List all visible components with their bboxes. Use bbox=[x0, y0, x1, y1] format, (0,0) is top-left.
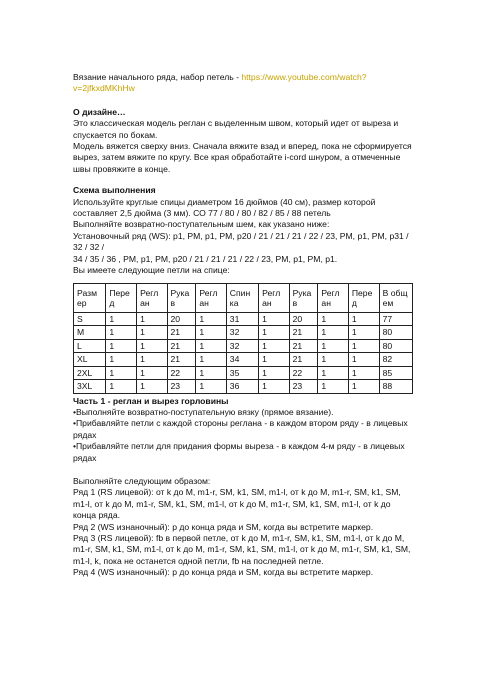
table-row bbox=[74, 326, 413, 340]
table-row bbox=[74, 353, 413, 367]
table-cell: 21 bbox=[289, 326, 318, 340]
table-cell: 1 bbox=[259, 353, 289, 367]
table-cell: XL bbox=[74, 353, 106, 367]
table-cell: 1 bbox=[196, 366, 226, 380]
table-row bbox=[74, 366, 413, 380]
table-cell: 1 bbox=[259, 366, 289, 380]
table-cell: 1 bbox=[137, 312, 167, 326]
table-cell: 1 bbox=[348, 353, 379, 367]
table-header-cell: Регл ан bbox=[318, 283, 348, 312]
table-cell: 77 bbox=[379, 312, 412, 326]
table-cell: S bbox=[74, 312, 106, 326]
row-instruction: Ряд 3 (RS лицевой): fb в первой петле, от k до M, m1-r, SM, k1, SM, m1-l, от k до M, m1-r, SM, k1, SM, m1-l, от k до M, m1-r, SM, k1, SM, m1-l, от k до M, m1-r, SM, k1, SM, m1-l, k, пока не останется одной петли, fb на последней петле. bbox=[73, 532, 411, 566]
table-cell: 1 bbox=[318, 326, 348, 340]
part1-bullet: •Прибавляйте петли с каждой стороны реглана - в каждом втором ряду - в лицевых рядах bbox=[73, 418, 408, 440]
table-cell: 1 bbox=[348, 339, 379, 353]
scheme-line: Используйте круглые спицы диаметром 16 дюймов (40 см), размер которой составляет 2,5 дюйма (3 мм). СО 77 / 80 / 80 / 82 / 85 / 88 петель bbox=[73, 196, 376, 219]
table-cell: 1 bbox=[137, 380, 167, 394]
table-cell: 20 bbox=[167, 312, 196, 326]
table-row bbox=[74, 380, 413, 394]
table-cell: 23 bbox=[289, 380, 318, 394]
table-cell: 1 bbox=[106, 339, 137, 353]
scheme-heading: Схема выполнения bbox=[73, 185, 156, 196]
table-cell: 1 bbox=[259, 380, 289, 394]
table-cell: 1 bbox=[137, 366, 167, 380]
table-header-cell: Пере д bbox=[348, 283, 379, 312]
table-cell: 21 bbox=[167, 353, 196, 367]
table-header-cell: Регл ан bbox=[259, 283, 289, 312]
table-cell: 1 bbox=[196, 339, 226, 353]
part1-bullet: •Прибавляйте петли для придания формы выреза - в каждом 4-м ряду - в лицевых рядах bbox=[73, 441, 405, 463]
table-cell: 22 bbox=[167, 366, 196, 380]
scheme-line: 34 / 35 / 36 , PM, p1, PM, p20 / 21 / 21 / 21 / 22 / 23, PM, p1, PM, p1. bbox=[73, 253, 338, 264]
table-cell: 23 bbox=[167, 380, 196, 394]
table-cell: 82 bbox=[379, 353, 412, 367]
table-header-cell: Пере д bbox=[106, 283, 137, 312]
intro-text: Вязание начального ряда, набор петель - bbox=[73, 72, 242, 82]
table-cell: 1 bbox=[196, 312, 226, 326]
table-cell: 1 bbox=[106, 353, 137, 367]
table-cell: 21 bbox=[289, 353, 318, 367]
table-cell: 21 bbox=[167, 339, 196, 353]
table-cell: 32 bbox=[226, 326, 258, 340]
row-instruction: Ряд 4 (WS изнаночный): p до конца ряда и SM, когда вы встретите маркер. bbox=[73, 567, 374, 578]
table-cell: 1 bbox=[348, 326, 379, 340]
table-cell: 1 bbox=[106, 366, 137, 380]
table-cell: 1 bbox=[137, 339, 167, 353]
table-body bbox=[74, 312, 413, 393]
table-header-cell: Рука в bbox=[167, 283, 196, 312]
row-instruction: Ряд 2 (WS изнаночный): p до конца ряда и SM, когда вы встретите маркер. bbox=[73, 521, 374, 532]
youtube-link[interactable]: https://www.youtube.com/watch?v=2jfkxdMKhHw bbox=[73, 72, 367, 94]
table-cell: 21 bbox=[167, 326, 196, 340]
table-header-row bbox=[74, 283, 413, 312]
table-cell: 1 bbox=[348, 366, 379, 380]
design-heading: О дизайне… bbox=[73, 106, 126, 117]
table-cell: 21 bbox=[289, 339, 318, 353]
scheme-line: Вы имеете следующие петли на спице: bbox=[73, 265, 230, 276]
table-cell: 1 bbox=[318, 339, 348, 353]
table-header-cell: Регл ан bbox=[196, 283, 226, 312]
design-paragraph-2: Модель вяжется сверху вниз. Сначала вяжите взад и вперед, пока не сформируется вырез, затем вяжите по кругу. Все края обработайте i-cord шнуром, а отмеченные швы провяжите в конце. bbox=[73, 141, 412, 174]
design-paragraph-1: Это классическая модель реглан с выделенным швом, который идет от выреза и спускается по бокам. bbox=[73, 118, 399, 140]
table-cell: 1 bbox=[318, 380, 348, 394]
table-cell: 1 bbox=[259, 326, 289, 340]
document-content bbox=[73, 72, 413, 579]
table-cell: 1 bbox=[318, 312, 348, 326]
table-cell: 1 bbox=[318, 353, 348, 367]
table-cell: 1 bbox=[348, 380, 379, 394]
row-instruction: Ряд 1 (RS лицевой): от k до M, m1-r, SM, k1, SM, m1-l, от k до M, m1-r, SM, k1, SM, m1-l, от k до M, m1-r, SM, k1, SM, m1-l, от k до M, m1-r, SM, k1, SM, m1-l, от k до конца ряда. bbox=[73, 487, 401, 521]
table-cell: 1 bbox=[106, 312, 137, 326]
scheme-line: Выполняйте возвратно-поступательным шем, как указано ниже: bbox=[73, 219, 330, 230]
follow-instruction: Выполняйте следующим образом: bbox=[73, 475, 211, 486]
table-cell: 36 bbox=[226, 380, 258, 394]
table-row bbox=[74, 312, 413, 326]
table-cell: 80 bbox=[379, 326, 412, 340]
table-cell: 1 bbox=[259, 312, 289, 326]
table-cell: 80 bbox=[379, 339, 412, 353]
table-cell: L bbox=[74, 339, 106, 353]
table-header-cell: Рука в bbox=[289, 283, 318, 312]
table-cell: 88 bbox=[379, 380, 412, 394]
table-cell: 35 bbox=[226, 366, 258, 380]
stitch-count-table bbox=[73, 283, 413, 394]
table-row bbox=[74, 339, 413, 353]
intro-paragraph bbox=[73, 72, 413, 95]
table-cell: 1 bbox=[259, 339, 289, 353]
table-cell: 1 bbox=[318, 366, 348, 380]
table-cell: 1 bbox=[106, 326, 137, 340]
table-header-cell: Разм ер bbox=[74, 283, 106, 312]
table-cell: 32 bbox=[226, 339, 258, 353]
scheme-line: Установочный ряд (WS): p1, PM, p1, PM, p20 / 21 / 21 / 21 / 22 / 23, PM, p1, PM, p31 / 32 / 32 / bbox=[73, 230, 409, 253]
part1-heading: Часть 1 - реглан и вырез горловины bbox=[73, 395, 229, 406]
table-cell: M bbox=[74, 326, 106, 340]
table-cell: 1 bbox=[196, 326, 226, 340]
table-cell: 3XL bbox=[74, 380, 106, 394]
table-header-cell: Регл ан bbox=[137, 283, 167, 312]
table-header-cell: Спин ка bbox=[226, 283, 258, 312]
table-cell: 1 bbox=[137, 326, 167, 340]
table-cell: 1 bbox=[196, 353, 226, 367]
table-header-cell: В общ ем bbox=[379, 283, 412, 312]
table-cell: 22 bbox=[289, 366, 318, 380]
table-cell: 1 bbox=[106, 380, 137, 394]
table-cell: 1 bbox=[348, 312, 379, 326]
table-cell: 1 bbox=[196, 380, 226, 394]
table-cell: 31 bbox=[226, 312, 258, 326]
table-cell: 85 bbox=[379, 366, 412, 380]
table-cell: 34 bbox=[226, 353, 258, 367]
part1-bullet: •Выполняйте возвратно-поступательную вязку (прямое вязание). bbox=[73, 406, 334, 417]
table-cell: 1 bbox=[137, 353, 167, 367]
table-cell: 2XL bbox=[74, 366, 106, 380]
table-cell: 20 bbox=[289, 312, 318, 326]
